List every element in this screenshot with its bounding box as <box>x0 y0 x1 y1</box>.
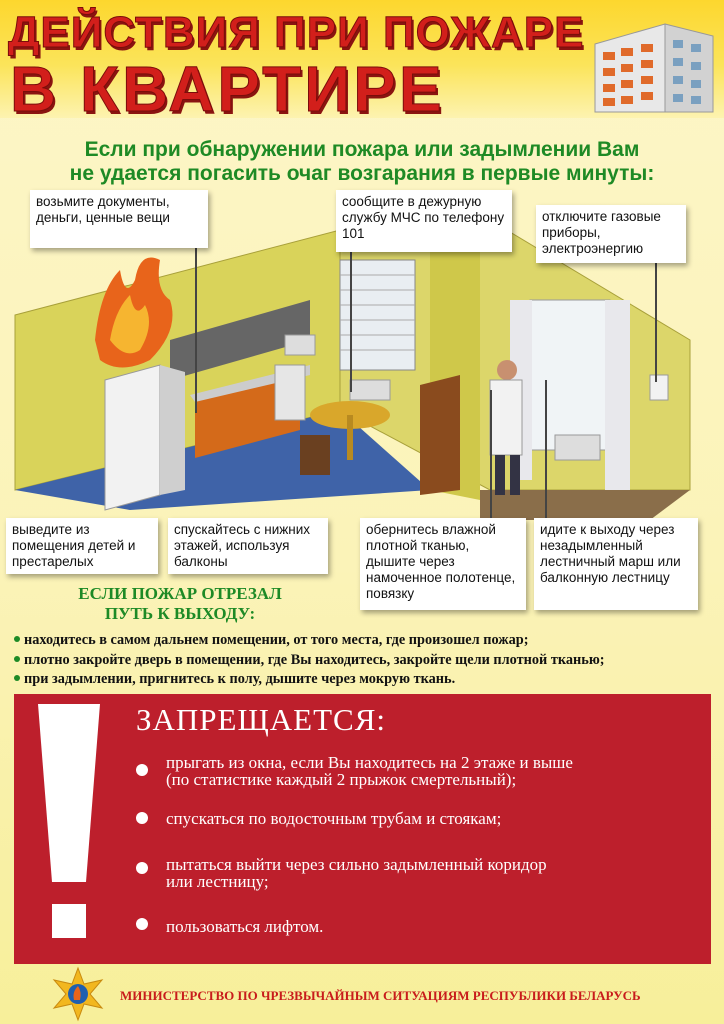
cutoff-rule-2-text: плотно закройте дверь в помещении, где Вы находитесь, закройте щели плотной тканью; <box>24 652 605 668</box>
cutoff-rule-3-text: при задымлении, пригнитесь к полу, дышите через мокрую ткань. <box>24 671 456 687</box>
apartment-building-illustration <box>585 4 719 114</box>
prohibited-panel <box>14 694 711 964</box>
callout-line-service <box>350 252 352 392</box>
prohibited-item-1-line-1: прыгать из окна, если Вы находитесь на 2 этаже и выше <box>166 753 573 772</box>
callout-wrap: обернитесь влажной плотной тканью, дышите через намоченное полотенце, повязку <box>360 518 526 610</box>
prohibited-item-3-line-2: или лестницу; <box>166 872 269 891</box>
ministry-emblem-icon <box>50 966 106 1022</box>
subtitle-line-1: Если при обнаружении пожара или задымлении Вам <box>84 138 640 161</box>
title-line-1: ДЕЙСТВИЯ ПРИ ПОЖАРЕ <box>8 8 585 57</box>
exclamation-icon <box>34 704 106 954</box>
prohibited-item-1-line-2: (по статистике каждый 2 прыжок смертельный); <box>166 770 517 789</box>
bullet-icon <box>14 656 20 662</box>
bullet-icon <box>136 812 148 824</box>
header-banner <box>0 0 724 125</box>
title-line-2: В КВАРТИРЕ <box>10 53 445 125</box>
prohibited-item-4: пользоваться лифтом. <box>166 917 324 936</box>
cutoff-rule-3 <box>14 671 455 688</box>
callout-line-wrap <box>490 390 492 518</box>
callout-exit: идите к выходу через незадымленный лестничный марш или балконную лестницу <box>534 518 698 610</box>
cutoff-rule-2 <box>14 652 605 669</box>
callout-descend: спускайтесь с нижних этажей, используя балконы <box>168 518 328 574</box>
bullet-icon <box>136 764 148 776</box>
bullet-icon <box>14 636 20 642</box>
bullet-icon <box>136 862 148 874</box>
callout-line-exit <box>545 380 547 518</box>
callout-line-documents <box>195 248 197 413</box>
callout-line-gas <box>655 262 657 382</box>
cutoff-rule-1 <box>14 632 528 649</box>
cutoff-title-2: ПУТЬ К ВЫХОДУ: <box>104 604 256 623</box>
prohibited-item-3-line-1: пытаться выйти через сильно задымленный коридор <box>166 855 547 874</box>
ministry-name: МИНИСТЕРСТВО ПО ЧРЕЗВЫЧАЙНЫМ СИТУАЦИЯМ РЕСПУБЛИКИ БЕЛАРУСЬ <box>120 988 641 1003</box>
prohibited-title: ЗАПРЕЩАЕТСЯ: <box>136 702 386 737</box>
cutoff-title-1: ЕСЛИ ПОЖАР ОТРЕЗАЛ <box>78 584 282 603</box>
bullet-icon <box>14 675 20 681</box>
subtitle-line-2: не удается погасить очаг возгарания в первые минуты: <box>69 162 655 185</box>
callout-gas: отключите газовые приборы, электроэнергию <box>536 205 686 263</box>
bullet-icon <box>136 918 148 930</box>
callout-children: выведите из помещения детей и престарелых <box>6 518 158 574</box>
callout-call-service: сообщите в дежурную службу МЧС по телефону 101 <box>336 190 512 252</box>
prohibited-item-2: спускаться по водосточным трубам и стоякам; <box>166 809 502 828</box>
cutoff-rule-1-text: находитесь в самом дальнем помещении, от того места, где произошел пожар; <box>24 632 529 648</box>
callout-documents: возьмите документы, деньги, ценные вещи <box>30 190 208 248</box>
